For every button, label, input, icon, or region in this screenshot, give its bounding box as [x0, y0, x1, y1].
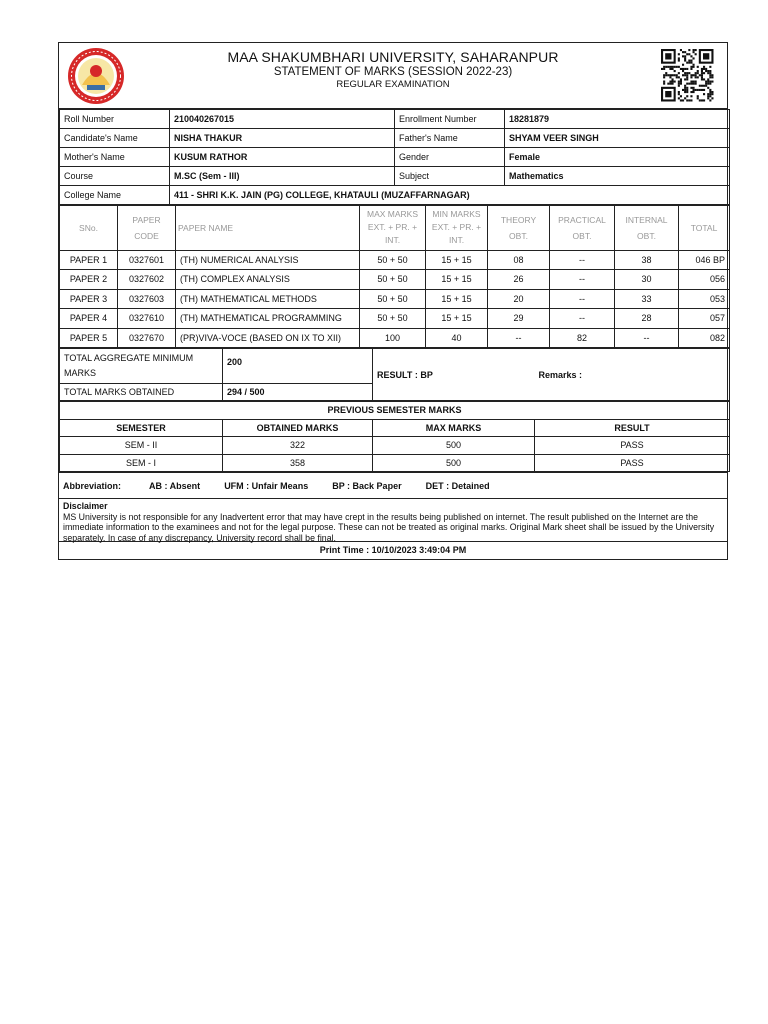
enrollment-label: Enrollment Number — [395, 110, 505, 129]
college-name: 411 - SHRI K.K. JAIN (PG) COLLEGE, KHATAULI (MUZAFFARNAGAR) — [170, 186, 730, 205]
paper-name: (TH) COMPLEX ANALYSIS — [176, 270, 360, 290]
table-row — [60, 110, 730, 129]
subject: Mathematics — [505, 167, 730, 186]
col-header: PRACTICAL OBT. — [550, 206, 615, 251]
table-row — [60, 349, 730, 384]
abbr-detained: DET : Detained — [425, 480, 490, 491]
table-row — [60, 309, 730, 329]
previous-semester-table — [59, 401, 730, 472]
roll-label: Roll Number — [60, 110, 170, 129]
mother-name: KUSUM RATHOR — [170, 148, 395, 167]
gender: Female — [505, 148, 730, 167]
table-row — [60, 186, 730, 205]
paper-sno: PAPER 5 — [60, 328, 118, 348]
course: M.SC (Sem - III) — [170, 167, 395, 186]
paper-name: (PR)VIVA-VOCE (BASED ON IX TO XII) — [176, 328, 360, 348]
theory-obt: 08 — [488, 250, 550, 270]
exam-type: REGULAR EXAMINATION — [336, 79, 450, 90]
practical-obt: -- — [550, 289, 615, 309]
paper-total: 082 — [679, 328, 730, 348]
semester: SEM - I — [60, 454, 223, 472]
min-marks: 15 + 15 — [426, 250, 488, 270]
internal-obt: 30 — [615, 270, 679, 290]
theory-obt: -- — [488, 328, 550, 348]
min-marks: 15 + 15 — [426, 309, 488, 329]
roll-number: 210040267015 — [170, 110, 395, 129]
father-name-label: Father's Name — [395, 129, 505, 148]
table-row — [60, 250, 730, 270]
col-header: SNo. — [60, 206, 118, 251]
disclaimer — [59, 498, 727, 541]
aggregate-min-value: 200 — [223, 349, 373, 384]
paper-code: 0327610 — [118, 309, 176, 329]
enrollment-number: 18281879 — [505, 110, 730, 129]
col-header: MAX MARKS — [373, 419, 535, 437]
obtained-marks: 358 — [223, 454, 373, 472]
disclaimer-title: Disclaimer — [63, 501, 108, 512]
table-row — [60, 167, 730, 186]
marks-obtained-label: TOTAL MARKS OBTAINED — [60, 384, 223, 401]
university-name: MAA SHAKUMBHARI UNIVERSITY, SAHARANPUR — [227, 49, 559, 65]
abbr-absent: AB : Absent — [149, 480, 201, 491]
header — [59, 43, 727, 109]
mother-name-label: Mother's Name — [60, 148, 170, 167]
abbreviation-label: Abbreviation: — [63, 480, 122, 491]
table-row — [60, 148, 730, 167]
abbr-unfair-means: UFM : Unfair Means — [224, 480, 309, 491]
paper-sno: PAPER 2 — [60, 270, 118, 290]
paper-total: 053 — [679, 289, 730, 309]
table-row — [60, 129, 730, 148]
paper-total: 046 BP — [679, 250, 730, 270]
practical-obt: -- — [550, 250, 615, 270]
college-label: College Name — [60, 186, 170, 205]
paper-name: (TH) NUMERICAL ANALYSIS — [176, 250, 360, 270]
semester-result: PASS — [535, 437, 730, 455]
qr-code-icon — [659, 45, 715, 105]
col-header: INTERNAL OBT. — [615, 206, 679, 251]
paper-total: 057 — [679, 309, 730, 329]
remarks: Remarks : — [535, 349, 730, 401]
col-header: PAPER CODE — [118, 206, 176, 251]
obtained-marks: 322 — [223, 437, 373, 455]
theory-obt: 20 — [488, 289, 550, 309]
theory-obt: 26 — [488, 270, 550, 290]
col-header: TOTAL — [679, 206, 730, 251]
marks-header-row — [60, 206, 730, 251]
candidate-name: NISHA THAKUR — [170, 129, 395, 148]
result: RESULT : BP — [373, 349, 535, 401]
col-header: THEORY OBT. — [488, 206, 550, 251]
disclaimer-text: MS University is not responsible for any Inadvertent error that may have crept in the results being published on internet. The result published on the Internet are the immediate information to the examinees and not for the legal purpose. These can not be treated as original marks. Original Mark sheet shall be issued by the University separately. In case of any discrepancy, University record shall be final. — [63, 511, 715, 543]
col-header: RESULT — [535, 419, 730, 437]
theory-obt: 29 — [488, 309, 550, 329]
practical-obt: 82 — [550, 328, 615, 348]
table-row — [60, 402, 730, 420]
paper-sno: PAPER 3 — [60, 289, 118, 309]
internal-obt: 28 — [615, 309, 679, 329]
paper-code: 0327602 — [118, 270, 176, 290]
practical-obt: -- — [550, 270, 615, 290]
col-header: PAPER NAME — [176, 206, 360, 251]
max-marks: 50 + 50 — [360, 309, 426, 329]
max-marks: 100 — [360, 328, 426, 348]
practical-obt: -- — [550, 309, 615, 329]
table-row — [60, 454, 730, 472]
internal-obt: 33 — [615, 289, 679, 309]
table-row — [60, 270, 730, 290]
table-row — [60, 328, 730, 348]
marks-table — [59, 205, 730, 348]
col-header: MIN MARKS EXT. + PR. + INT. — [426, 206, 488, 251]
min-marks: 15 + 15 — [426, 270, 488, 290]
gender-label: Gender — [395, 148, 505, 167]
internal-obt: -- — [615, 328, 679, 348]
course-label: Course — [60, 167, 170, 186]
subject-label: Subject — [395, 167, 505, 186]
semester: SEM - II — [60, 437, 223, 455]
abbr-back-paper: BP : Back Paper — [332, 480, 402, 491]
paper-total: 056 — [679, 270, 730, 290]
max-marks: 500 — [373, 437, 535, 455]
marksheet — [58, 42, 728, 560]
statement-title: STATEMENT OF MARKS (SESSION 2022-23) — [273, 66, 513, 78]
previous-semester-title: PREVIOUS SEMESTER MARKS — [60, 402, 730, 420]
candidate-name-label: Candidate's Name — [60, 129, 170, 148]
paper-name: (TH) MATHEMATICAL PROGRAMMING — [176, 309, 360, 329]
internal-obt: 38 — [615, 250, 679, 270]
paper-code: 0327601 — [118, 250, 176, 270]
col-header: MAX MARKS EXT. + PR. + INT. — [360, 206, 426, 251]
paper-sno: PAPER 1 — [60, 250, 118, 270]
max-marks: 500 — [373, 454, 535, 472]
table-row — [60, 419, 730, 437]
marks-obtained-value: 294 / 500 — [223, 384, 373, 401]
table-row — [60, 289, 730, 309]
aggregate-min-label: TOTAL AGGREGATE MINIMUM MARKS — [60, 349, 223, 384]
table-row — [60, 437, 730, 455]
paper-code: 0327670 — [118, 328, 176, 348]
student-info-table — [59, 109, 730, 205]
father-name: SHYAM VEER SINGH — [505, 129, 730, 148]
abbreviation-row — [59, 472, 727, 498]
col-header: OBTAINED MARKS — [223, 419, 373, 437]
paper-name: (TH) MATHEMATICAL METHODS — [176, 289, 360, 309]
paper-code: 0327603 — [118, 289, 176, 309]
print-time: Print Time : 10/10/2023 3:49:04 PM — [59, 541, 727, 559]
max-marks: 50 + 50 — [360, 270, 426, 290]
semester-result: PASS — [535, 454, 730, 472]
min-marks: 15 + 15 — [426, 289, 488, 309]
col-header: SEMESTER — [60, 419, 223, 437]
paper-sno: PAPER 4 — [60, 309, 118, 329]
max-marks: 50 + 50 — [360, 289, 426, 309]
aggregate-table — [59, 348, 730, 401]
max-marks: 50 + 50 — [360, 250, 426, 270]
min-marks: 40 — [426, 328, 488, 348]
